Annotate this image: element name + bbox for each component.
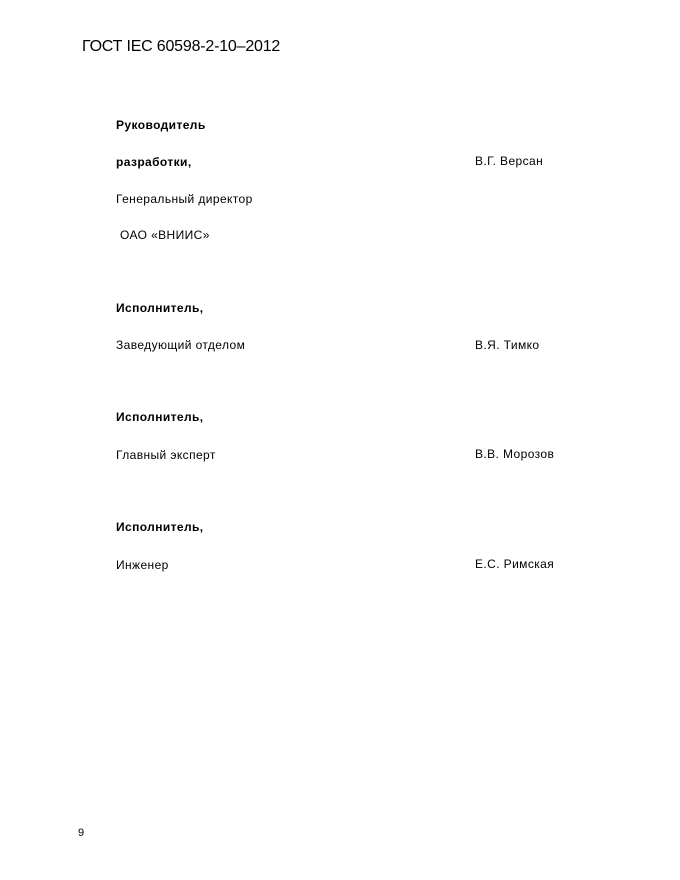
signature-role-line2: разработки, bbox=[116, 155, 192, 169]
page-number: 9 bbox=[78, 827, 85, 839]
signature-role-line1: Руководитель bbox=[116, 118, 206, 132]
signature-role: Исполнитель, bbox=[116, 301, 204, 315]
signatory-name: Е.С. Римская bbox=[475, 557, 555, 571]
signatory-name: В.Я. Тимко bbox=[475, 338, 540, 352]
signature-role: Исполнитель, bbox=[116, 520, 204, 534]
document-code-header: ГОСТ IEC 60598-2-10–2012 bbox=[82, 38, 281, 55]
signatory-position: Генеральный директор bbox=[116, 192, 253, 206]
signature-role: Исполнитель, bbox=[116, 410, 204, 424]
signatory-position: Инженер bbox=[116, 558, 169, 572]
signatory-position: Главный эксперт bbox=[116, 448, 216, 462]
signatory-name: В.Г. Версан bbox=[475, 154, 544, 168]
signatory-name: В.В. Морозов bbox=[475, 447, 555, 461]
signatory-organization: ОАО «ВНИИС» bbox=[120, 228, 210, 242]
signatory-position: Заведующий отделом bbox=[116, 338, 246, 352]
